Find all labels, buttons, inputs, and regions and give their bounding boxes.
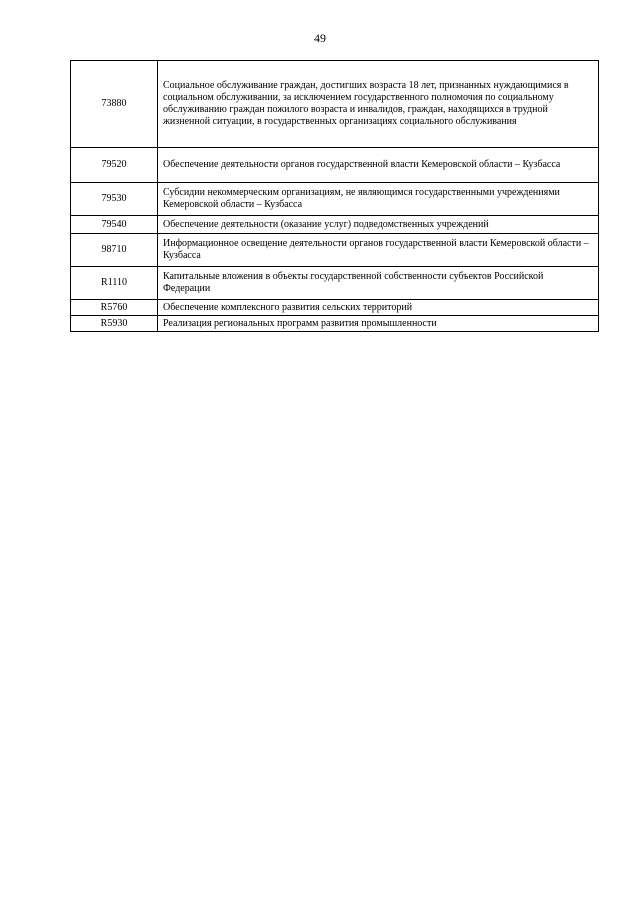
row-description: Обеспечение деятельности (оказание услуг) подведомственных учреждений xyxy=(158,216,599,234)
row-description: Обеспечение деятельности органов государственной власти Кемеровской области – Кузбасса xyxy=(158,148,599,183)
table-row xyxy=(71,234,599,267)
row-code: 98710 xyxy=(71,234,158,267)
row-code: 73880 xyxy=(71,61,158,148)
row-code: 79520 xyxy=(71,148,158,183)
row-description: Обеспечение комплексного развития сельских территорий xyxy=(158,300,599,316)
table-row xyxy=(71,267,599,300)
row-code: 79530 xyxy=(71,183,158,216)
row-description: Реализация региональных программ развития промышленности xyxy=(158,316,599,332)
row-description: Субсидии некоммерческим организациям, не являющимся государственными учреждениями Кемеровской области – Кузбасса xyxy=(158,183,599,216)
row-description: Капитальные вложения в объекты государственной собственности субъектов Российской Федерации xyxy=(158,267,599,300)
row-description: Социальное обслуживание граждан, достигших возраста 18 лет, признанных нуждающимися в социальном обслуживании, за исключением государственного полномочия по социальному обслуживанию граждан пожилого возраста и инвалидов, граждан, находящихся в трудной жизненной ситуации, в государственных организациях социального обслуживания xyxy=(158,61,599,148)
row-code: R5760 xyxy=(71,300,158,316)
table-row xyxy=(71,216,599,234)
table-row xyxy=(71,61,599,148)
table-row xyxy=(71,300,599,316)
row-code: R5930 xyxy=(71,316,158,332)
table-row xyxy=(71,316,599,332)
table-row xyxy=(71,183,599,216)
page-number: 49 xyxy=(314,31,326,45)
table-row xyxy=(71,148,599,183)
row-description: Информационное освещение деятельности органов государственной власти Кемеровской области – Кузбасса xyxy=(158,234,599,267)
row-code: R1110 xyxy=(71,267,158,300)
budget-codes-table xyxy=(70,60,599,332)
row-code: 79540 xyxy=(71,216,158,234)
